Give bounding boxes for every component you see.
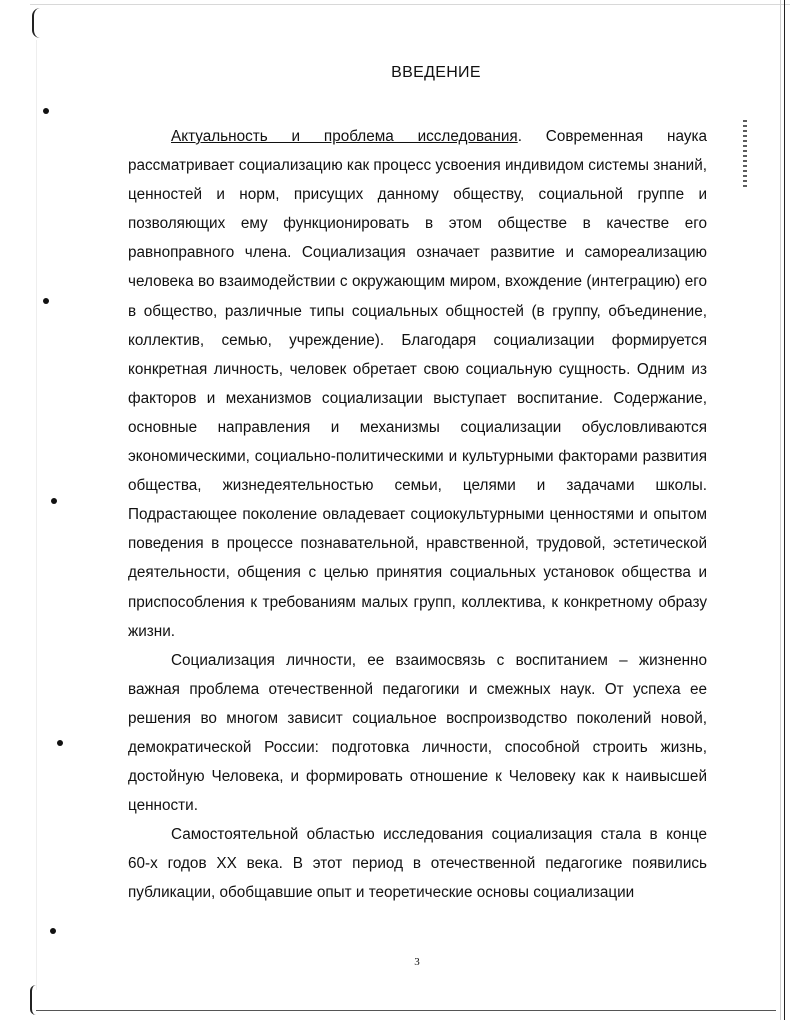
paragraph — [128, 122, 707, 646]
paragraph: Самостоятельной областью исследования социализация стала в конце 60-х годов XX века. В этот период в отечественной педагогике появились публикации, обобщавшие опыт и теоретические основы социализации — [128, 826, 707, 902]
punch-hole — [51, 498, 57, 504]
scan-edge-top — [30, 4, 790, 5]
paragraph-text: . Современная наука рассматривает социализацию как процесс усвоения индивидом системы знаний, ценностей и норм, присущих данному обществу, социальной группе и позволяющих ему функционировать в этом обществе в качестве его равноправного члена. Социализация означает развитие и самореализацию человека во взаимодействии с окружающим миром, вхождение (интеграцию) его в общество, различные типы социальных общностей (в группу, объединение, коллектив, семью, учреждение). Благодаря социализации формируется конкретная личность, человек обретает свою социальную сущность. Одним из факторов и механизмов социализации выступает воспитание. Содержание, основные направления и механизмы социализации обусловливаются экономическими, социально-политическими и культурными факторами развития общества, жизнедеятельностью семьи, целями и задачами школы. Подрастающее поколение овладевает социокультурными ценностями и опытом поведения в процессе познавательной, нравственной, трудовой, эстетической деятельности, общения с целью принятия социальных установок общества и приспособления к требованиям малых групп, коллектива, к конкретному образу жизни. — [128, 128, 708, 640]
margin-line — [36, 40, 37, 990]
scan-edge-bottom — [36, 1010, 776, 1011]
page-number: 3 — [414, 956, 420, 968]
binder-mark — [743, 120, 747, 190]
punch-hole — [57, 740, 63, 746]
scan-bracket-mark — [32, 8, 40, 38]
punch-hole — [50, 928, 56, 934]
paragraph: Социализация личности, ее взаимосвязь с воспитанием – жизненно важная проблема отечественной педагогики и смежных наук. От успеха ее решения во многом зависит социальное воспроизводство поколений новой, демократической России: подготовка личности, способной строить жизнь, достойную Человека, и формировать отношение к Человеку как к наивысшей ценности. — [128, 651, 707, 815]
punch-hole — [43, 108, 49, 114]
punch-hole — [43, 298, 49, 304]
scan-edge-right — [784, 0, 785, 1020]
scan-edge-shadow — [780, 0, 781, 1020]
body-text — [128, 122, 707, 908]
paragraph-lead: Актуальность и проблема исследования — [171, 128, 518, 145]
page-title: ВВЕДЕНИЕ — [391, 64, 481, 81]
